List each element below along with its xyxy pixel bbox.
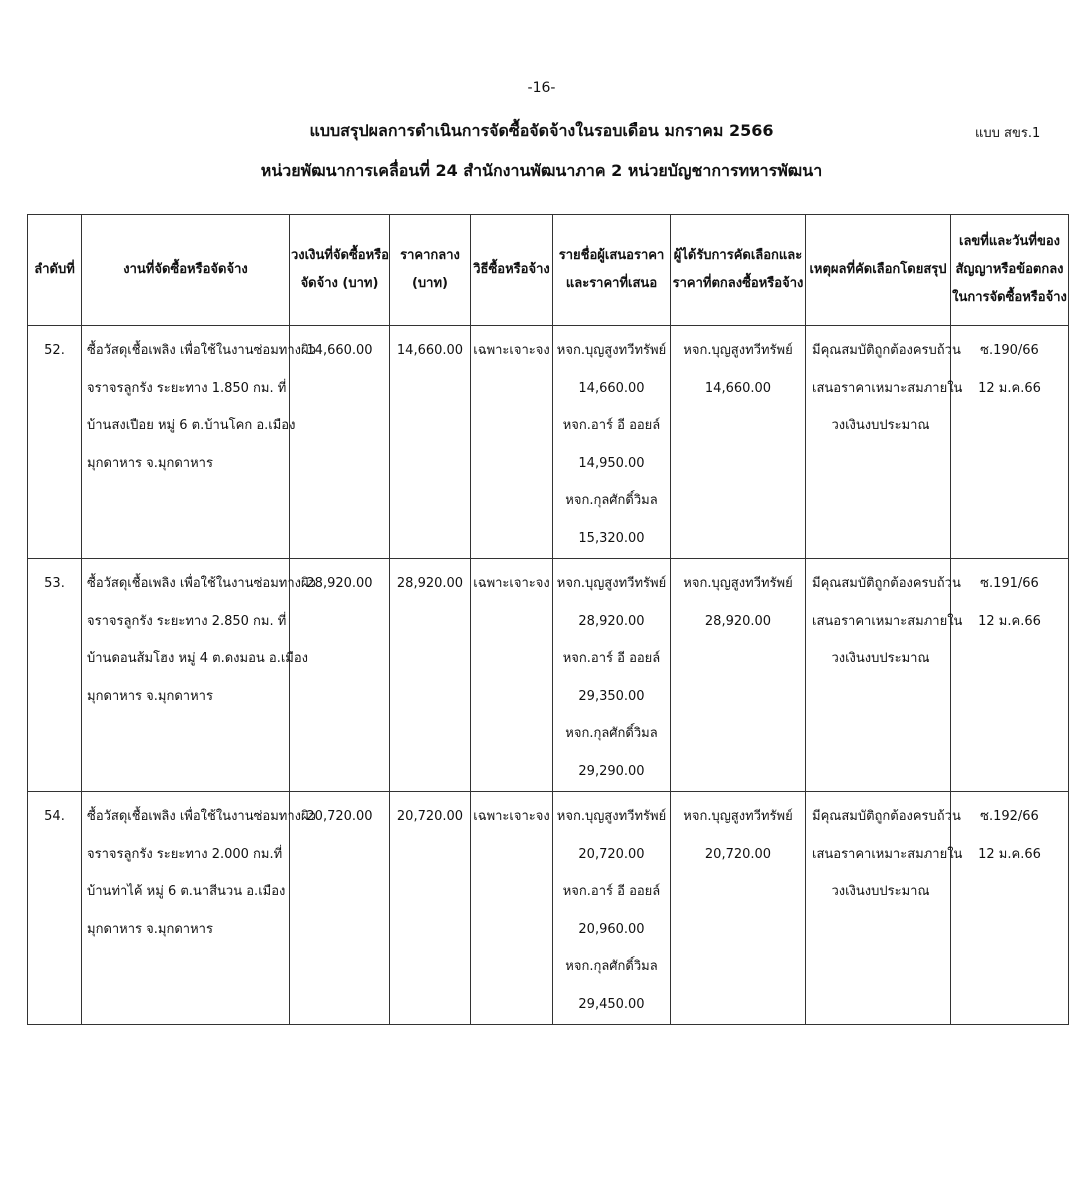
row-number: 52.: [44, 343, 65, 358]
cell-bidders: [553, 792, 671, 1025]
cell-winner: [671, 559, 806, 792]
contract-number: ซ.190/66: [980, 343, 1039, 358]
header-line: และราคาที่เสนอ: [565, 276, 658, 291]
task-line: มุกดาหาร จ.มุกดาหาร: [87, 688, 213, 704]
cell-bidders: [553, 326, 671, 559]
method-value: เฉพาะเจาะจง: [473, 809, 550, 824]
cell-winner: [671, 792, 806, 1025]
method-value: เฉพาะเจาะจง: [473, 576, 550, 591]
cell-median-price: [390, 326, 471, 559]
bidder-name: หจก.อาร์ อี ออยล์: [562, 884, 661, 899]
cell-budget: [290, 326, 390, 559]
median-price-value: 28,920.00: [396, 576, 464, 591]
winner-name: หจก.บุญสูงทวีทรัพย์: [683, 343, 793, 358]
header-line: เหตุผลที่คัดเลือกโดยสรุป: [809, 262, 947, 277]
header-line: ในการจัดซื้อหรือจ้าง: [952, 290, 1067, 305]
table-row: [28, 326, 1069, 559]
bidder-name: หจก.กุลศักดิ์วิมล: [565, 493, 658, 508]
reason-line: วงเงินงบประมาณ: [831, 884, 930, 899]
cell-budget: [290, 792, 390, 1025]
table-row: [28, 792, 1069, 1025]
contract-date: 12 ม.ค.66: [978, 846, 1041, 862]
header-line: ราคากลาง: [400, 248, 460, 263]
cell-method: [471, 792, 553, 1025]
bidder-price: 20,720.00: [578, 846, 645, 862]
cell-reason: [806, 326, 963, 559]
task-line: ซื้อวัสดุเชื้อเพลิง เพื่อใช้ในงานซ่อมทางผิว: [87, 809, 316, 824]
bidder-name: หจก.กุลศักดิ์วิมล: [565, 726, 658, 741]
cell-task: [82, 559, 316, 792]
header-line: ลำดับที่: [34, 262, 75, 277]
task-line: มุกดาหาร จ.มุกดาหาร: [87, 455, 213, 471]
header-line: สัญญาหรือข้อตกลง: [955, 262, 1064, 277]
cell-bidders: [553, 559, 671, 792]
bidder-name: หจก.อาร์ อี ออยล์: [562, 651, 661, 666]
reason-line: เสนอราคาเหมาะสมภายใน: [812, 846, 963, 862]
cell-budget: [290, 559, 390, 792]
contract-date: 12 ม.ค.66: [978, 380, 1041, 396]
bidder-name: หจก.บุญสูงทวีทรัพย์: [556, 343, 667, 358]
contract-number: ซ.191/66: [980, 576, 1039, 591]
header-line: เลขที่และวันที่ของ: [959, 234, 1060, 249]
reason-line: วงเงินงบประมาณ: [831, 651, 930, 666]
reason-line: วงเงินงบประมาณ: [831, 418, 930, 433]
bidder-price: 28,920.00: [578, 613, 645, 629]
task-line: บ้านท่าไค้ หมู่ 6 ต.นาสีนวน อ.เมือง: [87, 884, 286, 899]
median-price-value: 14,660.00: [396, 343, 464, 358]
bidder-price: 14,660.00: [578, 380, 645, 396]
cell-winner: [671, 326, 806, 559]
cell-contract: [951, 326, 1069, 559]
contract-date: 12 ม.ค.66: [978, 613, 1041, 629]
bidder-price: 14,950.00: [578, 455, 645, 471]
header-line: ราคาที่ตกลงซื้อหรือจ้าง: [672, 276, 804, 291]
winner-price: 20,720.00: [704, 846, 772, 862]
col-header-contract: [951, 215, 1069, 326]
page-title: แบบสรุปผลการดำเนินการจัดซื้อจัดจ้างในรอบเดือน มกราคม 2566: [309, 121, 774, 140]
cell-reason: [806, 792, 963, 1025]
bidder-name: หจก.บุญสูงทวีทรัพย์: [556, 576, 667, 591]
method-value: เฉพาะเจาะจง: [473, 343, 550, 358]
col-header-reason: [806, 215, 951, 326]
col-header-median-price: [390, 215, 471, 326]
winner-price: 14,660.00: [704, 380, 772, 396]
header-line: (บาท): [411, 276, 448, 291]
bidder-price: 15,320.00: [578, 530, 645, 546]
row-number: 53.: [44, 576, 65, 591]
header-line: งานที่จัดซื้อหรือจัดจ้าง: [123, 262, 248, 277]
col-header-task: [82, 215, 290, 326]
header-line: วงเงินที่จัดซื้อหรือ: [291, 248, 389, 263]
task-line: จราจรลูกรัง ระยะทาง 2.000 กม.ที่: [87, 846, 283, 862]
task-line: มุกดาหาร จ.มุกดาหาร: [87, 921, 213, 937]
winner-name: หจก.บุญสูงทวีทรัพย์: [683, 576, 793, 591]
bidder-price: 29,450.00: [578, 996, 645, 1012]
col-header-method: [471, 215, 553, 326]
table-row: [28, 559, 1069, 792]
bidder-name: หจก.อาร์ อี ออยล์: [562, 418, 661, 433]
budget-value: 28,920.00: [306, 576, 373, 591]
col-header-winner: [671, 215, 806, 326]
task-line: บ้านดอนส้มโฮง หมู่ 4 ต.ดงมอน อ.เมือง: [87, 651, 309, 666]
bidder-name: หจก.กุลศักดิ์วิมล: [565, 959, 658, 974]
bidder-price: 29,290.00: [578, 763, 645, 779]
reason-line: มีคุณสมบัติถูกต้องครบถ้วน: [812, 576, 961, 591]
header-line: ผู้ได้รับการคัดเลือกและ: [673, 248, 803, 263]
cell-reason: [806, 559, 963, 792]
page-subtitle: หน่วยพัฒนาการเคลื่อนที่ 24 สำนักงานพัฒนาภาค 2 หน่วยบัญชาการทหารพัฒนา: [260, 161, 823, 180]
cell-method: [471, 326, 553, 559]
reason-line: เสนอราคาเหมาะสมภายใน: [812, 613, 963, 629]
cell-method: [471, 559, 553, 792]
page-number: -16-: [527, 80, 556, 96]
cell-no: [28, 792, 82, 1025]
col-header-no: [28, 215, 82, 326]
reason-line: เสนอราคาเหมาะสมภายใน: [812, 380, 963, 396]
cell-contract: [951, 559, 1069, 792]
procurement-table: [27, 214, 1069, 1025]
header-line: วิธีซื้อหรือจ้าง: [473, 262, 550, 277]
row-number: 54.: [44, 809, 65, 824]
contract-number: ซ.192/66: [980, 809, 1039, 824]
task-line: จราจรลูกรัง ระยะทาง 1.850 กม. ที่: [87, 380, 287, 396]
header-line: จัดจ้าง (บาท): [300, 276, 379, 291]
bidder-price: 20,960.00: [578, 921, 645, 937]
cell-no: [28, 559, 82, 792]
winner-price: 28,920.00: [704, 613, 772, 629]
cell-median-price: [390, 559, 471, 792]
cell-contract: [951, 792, 1069, 1025]
cell-task: [82, 792, 316, 1025]
reason-line: มีคุณสมบัติถูกต้องครบถ้วน: [812, 809, 961, 824]
task-line: ซื้อวัสดุเชื้อเพลิง เพื่อใช้ในงานซ่อมทางผิว: [87, 343, 316, 358]
cell-task: [82, 326, 316, 559]
median-price-value: 20,720.00: [396, 809, 464, 824]
col-header-budget: [290, 215, 390, 326]
reason-line: มีคุณสมบัติถูกต้องครบถ้วน: [812, 343, 961, 358]
task-line: ซื้อวัสดุเชื้อเพลิง เพื่อใช้ในงานซ่อมทางผิว: [87, 576, 316, 591]
form-code: แบบ สขร.1: [975, 126, 1041, 141]
winner-name: หจก.บุญสูงทวีทรัพย์: [683, 809, 793, 824]
task-line: บ้านสงเปือย หมู่ 6 ต.บ้านโคก อ.เมือง: [87, 418, 296, 433]
cell-median-price: [390, 792, 471, 1025]
task-line: จราจรลูกรัง ระยะทาง 2.850 กม. ที่: [87, 613, 287, 629]
bidder-price: 29,350.00: [578, 688, 645, 704]
table-header-row: [28, 215, 1069, 326]
col-header-bidders: [553, 215, 671, 326]
budget-value: 20,720.00: [306, 809, 373, 824]
budget-value: 14,660.00: [306, 343, 373, 358]
bidder-name: หจก.บุญสูงทวีทรัพย์: [556, 809, 667, 824]
header-line: รายชื่อผู้เสนอราคา: [558, 248, 665, 263]
cell-no: [28, 326, 82, 559]
